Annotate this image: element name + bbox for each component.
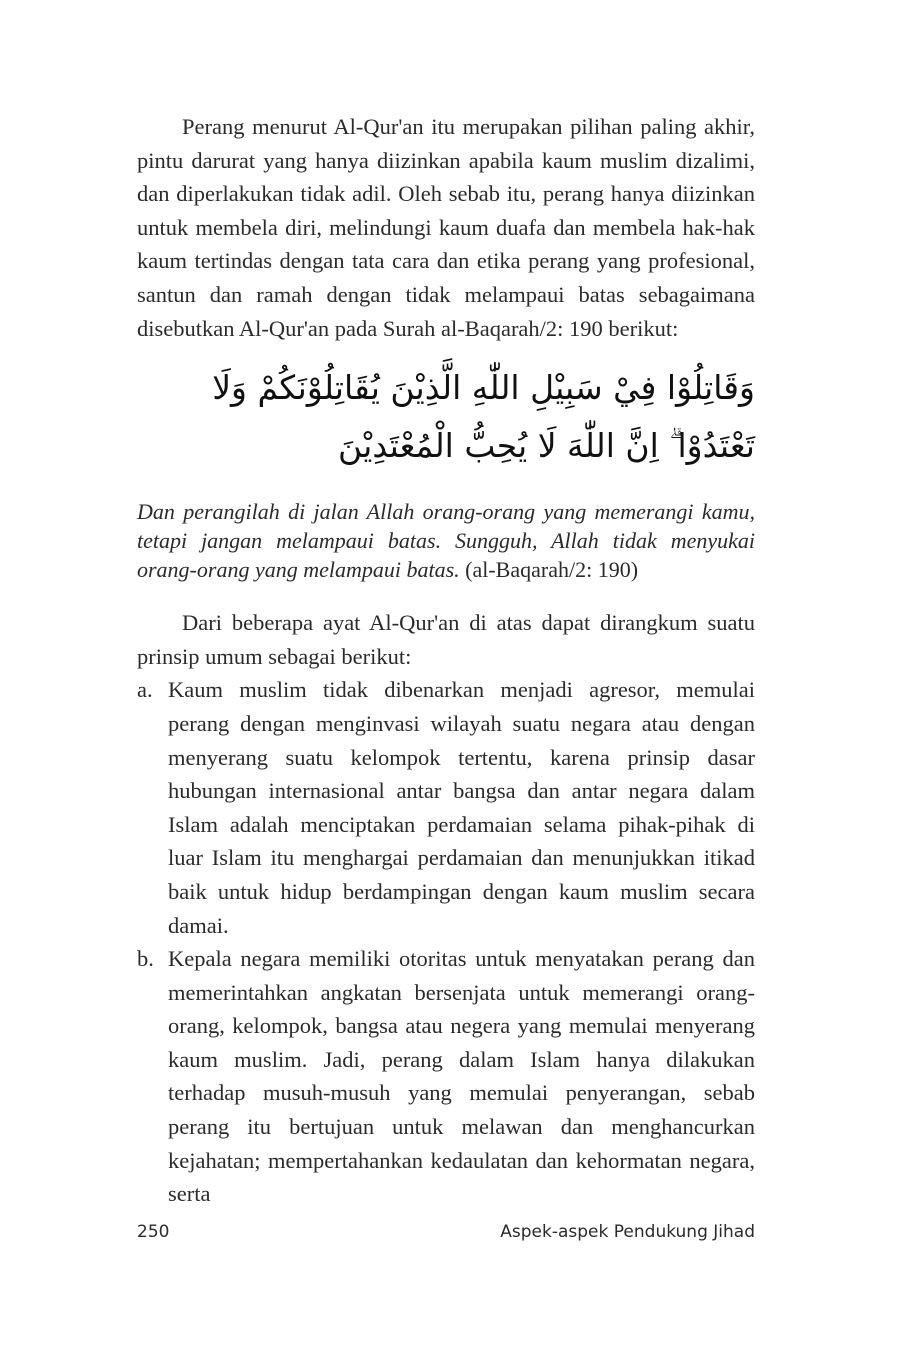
- list-marker: b.: [137, 946, 154, 972]
- running-title: Aspek-aspek Pendukung Jihad: [500, 1222, 755, 1242]
- verse-translation: [137, 497, 755, 584]
- summary-paragraph: Dari beberapa ayat Al-Qur'an di atas dapat dirangkum suatu prinsip umum sebagai berikut:: [137, 610, 755, 669]
- translation-text: Dan perangilah di jalan Allah orang-orang yang memerangi kamu, tetapi jangan melampaui batas. Sungguh, Allah tidak menyukai orang-orang yang melampaui batas.: [137, 499, 755, 583]
- list-item: [137, 942, 755, 1211]
- page-content: [137, 110, 755, 1211]
- list-item-text: Kepala negara memiliki otoritas untuk menyatakan perang dan memerintahkan angkatan bersenjata untuk memerangi orang-orang, kelompok, bangsa atau negera yang memulai menyerang kaum muslim. Jadi, perang dalam Islam hanya dilakukan terhadap musuh-musuh yang memulai penyerangan, sebab perang itu bertujuan untuk melawan dan menghancurkan kejahatan; mempertahankan kedaulatan dan kehormatan negara, serta: [168, 946, 755, 1207]
- list-item-text: Kaum muslim tidak dibenarkan menjadi agresor, memulai perang dengan menginvasi wilayah suatu negara atau dengan menyerang suatu kelompok tertentu, karena prinsip dasar hubungan internasional antar bangsa dan antar negara dalam Islam adalah menciptakan perdamaian selama pihak-pihak di luar Islam itu menghargai perdamaian dan menunjukkan itikad baik untuk hidup berdampingan dengan kaum muslim secara damai.: [168, 677, 755, 938]
- page-footer: [137, 1222, 755, 1242]
- list-marker: a.: [137, 677, 153, 703]
- intro-paragraph: Perang menurut Al-Qur'an itu merupakan pilihan paling akhir, pintu darurat yang hanya diizinkan apabila kaum muslim dizalimi, dan diperlakukan tidak adil. Oleh sebab itu, perang hanya diizinkan untuk membela diri, melindungi kaum duafa dan membela hak-hak kaum tertindas dengan tata cara dan etika perang yang profesional, santun dan ramah dengan tidak melampaui batas sebagaimana disebutkan Al-Qur'an pada Surah al-Baqarah/2: 190 berikut:: [137, 114, 755, 341]
- page-number: 250: [137, 1222, 170, 1242]
- translation-reference: (al-Baqarah/2: 190): [459, 557, 639, 583]
- principles-list: [137, 673, 755, 1211]
- arabic-verse: وَقَاتِلُوْا فِيْ سَبِيْلِ اللّٰهِ الَّذِيْنَ يُقَاتِلُوْنَكُمْ وَلَا تَعْتَدُوْا ۗ اِنَّ اللّٰهَ لَا يُحِبُّ الْمُعْتَدِيْنَ: [212, 368, 755, 466]
- list-item: [137, 673, 755, 942]
